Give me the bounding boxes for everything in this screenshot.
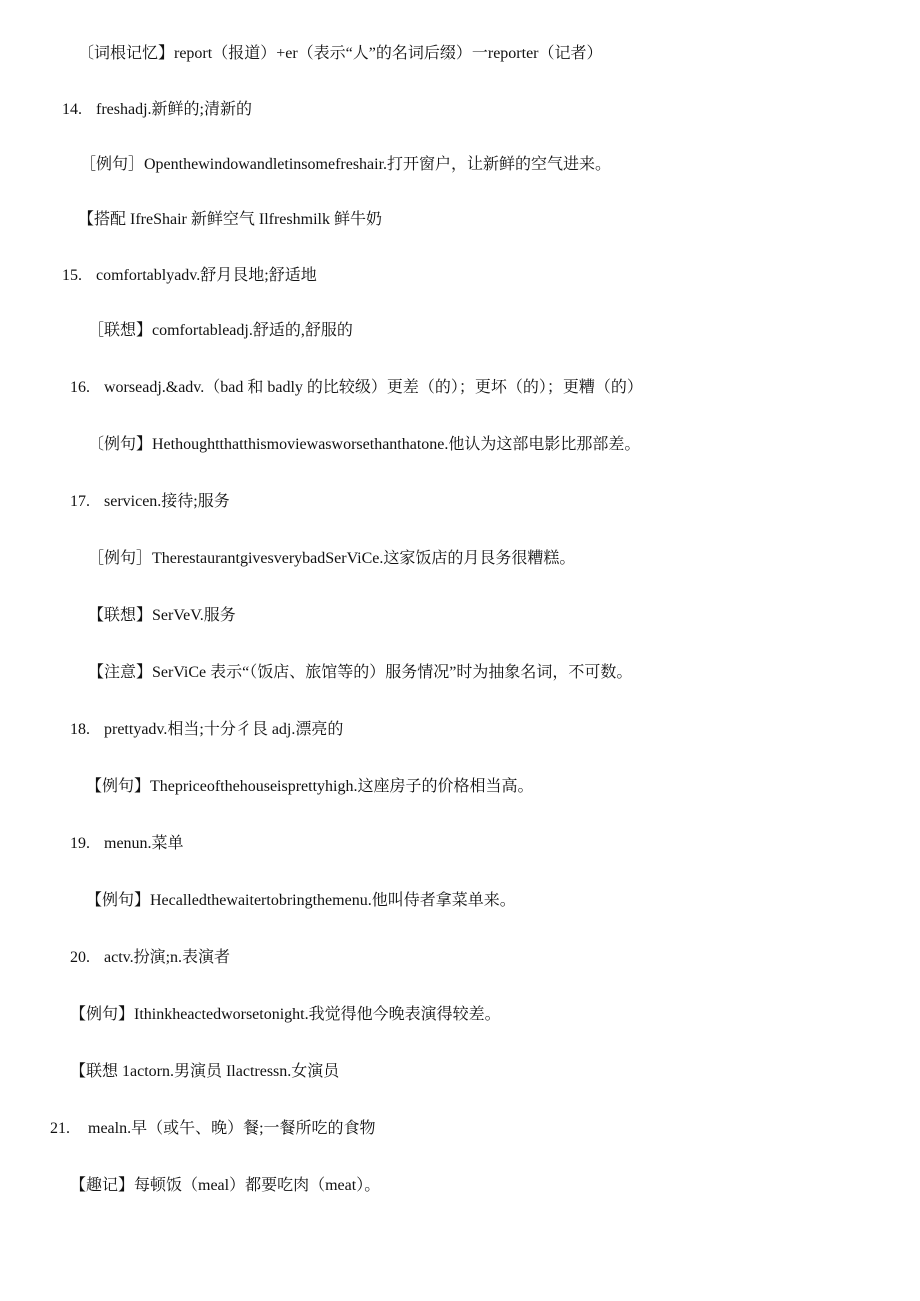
- note-service: 【注意】SerViCe 表示“（饭店、旅馆等的）服务情况”时为抽象名词，不可数。: [88, 664, 633, 681]
- entry-number: 18.: [70, 721, 90, 738]
- entry-number: 19.: [70, 835, 90, 852]
- example-menu: 【例句】Hecalledthewaitertobringthemenu.他叫侍者拿菜单来。: [86, 892, 516, 909]
- entry-headword: prettyadv.相当;十分彳艮 adj.漂亮的: [104, 721, 344, 738]
- entry-17: [70, 491, 230, 513]
- entry-16: [70, 377, 643, 399]
- entry-19: [70, 833, 184, 855]
- entry-20: [70, 947, 230, 969]
- entry-number: 16.: [70, 379, 90, 396]
- example-worse: 〔例句】Hethoughtthatthismoviewasworsethanthatone.他认为这部电影比那部差。: [88, 436, 641, 453]
- example-pretty: 【例句】Thepriceofthehouseisprettyhigh.这座房子的价格相当高。: [86, 778, 534, 795]
- entry-headword: menun.菜单: [104, 835, 184, 852]
- related-actor: 【联想 1actorn.男演员 Ilactressn.女演员: [70, 1063, 340, 1080]
- entry-headword: mealn.早（或午、晚）餐;一餐所吃的食物: [88, 1120, 376, 1137]
- entry-15: [62, 265, 317, 287]
- entry-number: 17.: [70, 493, 90, 510]
- entry-headword: worseadj.&adv.（bad 和 badly 的比较级）更差（的）；更坏（的）；更糟（的）: [104, 379, 643, 396]
- entry-number: 21.: [50, 1120, 70, 1137]
- example-act: 【例句】Ithinkheactedworsetonight.我觉得他今晚表演得较差。: [70, 1006, 501, 1023]
- entry-headword: actv.扮演;n.表演者: [104, 949, 231, 966]
- entry-headword: comfortablyadv.舒月艮地;舒适地: [96, 267, 317, 284]
- collocation-fresh: 【搭配 IfreShair 新鲜空气 Ilfreshmilk 鲜牛奶: [78, 211, 382, 228]
- etymology-note-reporter: 〔词根记忆】report（报道）+er（表示“人”的名词后缀）一reporter（记者）: [78, 45, 603, 62]
- entry-14: [62, 99, 252, 121]
- related-comfortable: ［联想】comfortableadj.舒适的,舒服的: [88, 322, 353, 339]
- mnemonic-meal: 【趣记】每顿饭（meal）都要吃肉（meat）。: [70, 1177, 381, 1194]
- entry-number: 15.: [62, 267, 82, 284]
- entry-number: 14.: [62, 101, 82, 118]
- entry-headword: freshadj.新鲜的;清新的: [96, 101, 252, 118]
- entry-21: [50, 1118, 376, 1140]
- entry-headword: servicen.接待;服务: [104, 493, 230, 510]
- example-service: ［例句］TherestaurantgivesverybadSerViCe.这家饭店的月艮务很糟糕。: [88, 550, 576, 567]
- entry-number: 20.: [70, 949, 90, 966]
- example-fresh: ［例句］Openthewindowandletinsomefreshair.打开窗户，让新鲜的空气进来。: [80, 156, 612, 173]
- entry-18: [70, 719, 343, 741]
- related-serve: 【联想】SerVeV.服务: [88, 607, 236, 624]
